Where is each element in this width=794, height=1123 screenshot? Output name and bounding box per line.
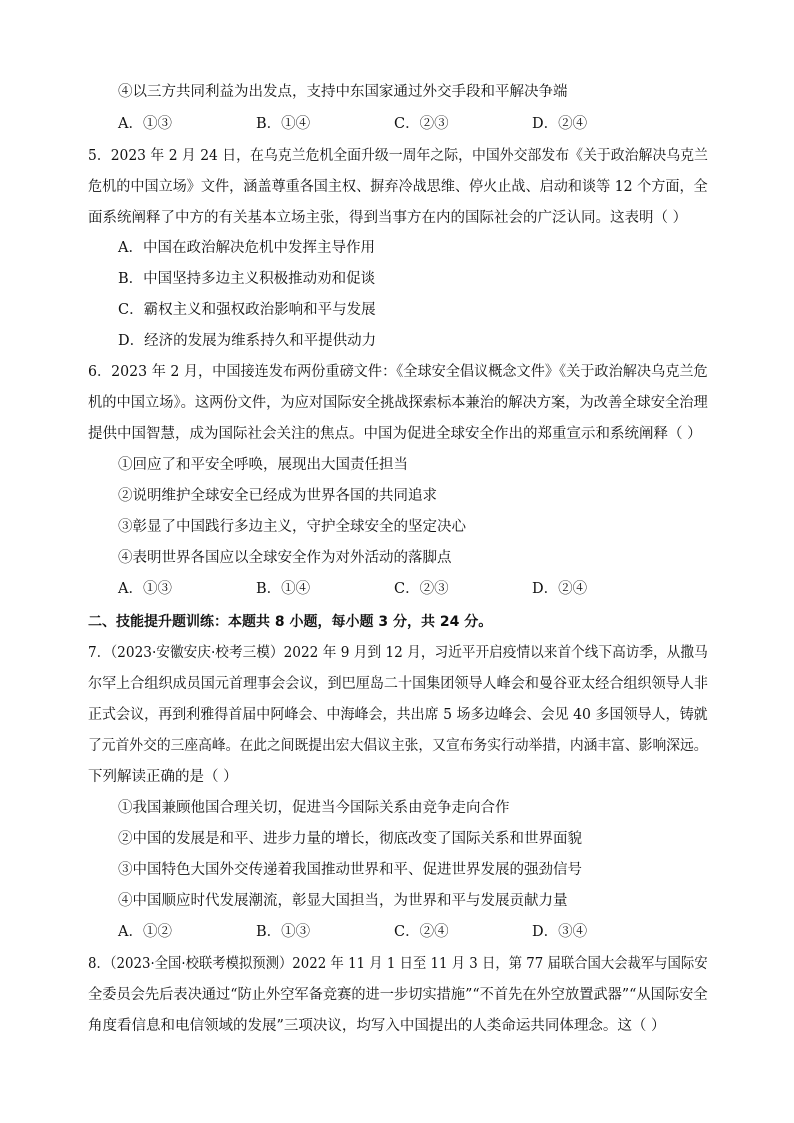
q7-stem-line-5: 下列解读正确的是（ ） xyxy=(88,769,238,785)
q7-stem-line-1: 7．（2023·安徽安庆·校考三模）2022 年 9 月到 12 月，习近平开启疫情以来首个线下高访季，从撒马 xyxy=(88,645,708,661)
q5-stem-line-1: 5．2023 年 2 月 24 日，在乌克兰危机全面升级一周年之际，中国外交部发布《关于政治解决乌克兰 xyxy=(88,148,708,164)
q4-answer-choices xyxy=(118,114,670,134)
q8-stem-line-2: 全委员会先后表决通过“防止外空军备竞赛的进一步切实措施”“不首先在外空放置武器”“从国际安全 xyxy=(88,987,708,1003)
q7-answer-choices xyxy=(118,922,670,942)
q6-stem-line-1: 6．2023 年 2 月，中国接连发布两份重磅文件：《全球安全倡议概念文件》《关于政治解决乌克兰危 xyxy=(88,364,708,380)
q7-stem-line-4: 了元首外交的三座高峰。在此之间既提出宏大倡议主张，又宣布务实行动举措，内涵丰富、影响深远。 xyxy=(88,738,708,754)
choice-a[interactable]: A．①③ xyxy=(118,581,172,597)
choice-d[interactable]: D．②④ xyxy=(532,116,588,132)
q6-option-2: ②说明维护全球安全已经成为世界各国的共同追求 xyxy=(118,488,437,504)
choice-a[interactable]: A．①③ xyxy=(118,116,172,132)
q7-option-4: ④中国顺应时代发展潮流，彰显大国担当，为世界和平与发展贡献力量 xyxy=(118,893,568,909)
choice-b[interactable]: B．①④ xyxy=(256,116,311,132)
q7-stem-line-3: 正式会议，再到利雅得首届中阿峰会、中海峰会，共出席 5 场多边峰会、会见 40 多国领导人，铸就 xyxy=(88,707,708,723)
q6-stem-line-2: 机的中国立场》。这两份文件，为应对国际安全挑战探索标本兼治的解决方案，为改善全球安全治理 xyxy=(88,395,708,411)
q6-option-4: ④表明世界各国应以全球安全作为对外活动的落脚点 xyxy=(118,550,452,566)
q6-answer-choices xyxy=(118,579,670,599)
q6-stem-line-3: 提供中国智慧，成为国际社会关注的焦点。中国为促进全球安全作出的郑重宣示和系统阐释（ ） xyxy=(88,426,702,442)
q5-option-b[interactable]: B．中国坚持多边主义积极推动劝和促谈 xyxy=(118,271,376,287)
choice-d[interactable]: D．③④ xyxy=(532,924,588,940)
choice-a[interactable]: A．①② xyxy=(118,924,172,940)
section-heading: 二、技能提升题训练：本题共 8 小题，每小题 3 分，共 24 分。 xyxy=(88,614,493,630)
q8-stem-line-3: 角度看信息和电信领域的发展”三项决议，均写入中国提出的人类命运共同体理念。这（ ） xyxy=(88,1018,666,1034)
q5-option-c[interactable]: C．霸权主义和强权政治影响和平与发展 xyxy=(118,302,376,318)
q5-stem-line-2: 危机的中国立场》文件，涵盖尊重各国主权、摒弃冷战思维、停火止战、启动和谈等 12 个方面，全 xyxy=(88,179,708,195)
choice-c[interactable]: C．②③ xyxy=(394,116,449,132)
choice-c[interactable]: C．②④ xyxy=(394,924,449,940)
choice-c[interactable]: C．②③ xyxy=(394,581,449,597)
q8-stem-line-1: 8．（2023·全国·校联考模拟预测）2022 年 11 月 1 日至 11 月 3 日，第 77 届联合国大会裁军与国际安 xyxy=(88,956,708,972)
q5-option-d[interactable]: D．经济的发展为维系持久和平提供动力 xyxy=(118,333,377,349)
choice-b[interactable]: B．①④ xyxy=(256,581,311,597)
q6-option-3: ③彰显了中国践行多边主义，守护全球安全的坚定决心 xyxy=(118,519,466,535)
q7-option-2: ②中国的发展是和平、进步力量的增长，彻底改变了国际关系和世界面貌 xyxy=(118,831,582,847)
q5-stem-line-3: 面系统阐释了中方的有关基本立场主张，得到当事方在内的国际社会的广泛认同。这表明（ ） xyxy=(88,210,688,226)
choice-d[interactable]: D．②④ xyxy=(532,581,588,597)
q5-option-a[interactable]: A．中国在政治解决危机中发挥主导作用 xyxy=(118,240,375,256)
q7-option-3: ③中国特色大国外交传递着我国推动世界和平、促进世界发展的强劲信号 xyxy=(118,862,582,878)
q4-option-4: ④以三方共同利益为出发点，支持中东国家通过外交手段和平解决争端 xyxy=(118,84,568,100)
q6-option-1: ①回应了和平安全呼唤，展现出大国责任担当 xyxy=(118,457,408,473)
q7-option-1: ①我国兼顾他国合理关切，促进当今国际关系由竞争走向合作 xyxy=(118,800,510,816)
q7-stem-line-2: 尔罕上合组织成员国元首理事会会议，到巴厘岛二十国集团领导人峰会和曼谷亚太经合组织领导人非 xyxy=(88,676,708,692)
choice-b[interactable]: B．①③ xyxy=(256,924,311,940)
